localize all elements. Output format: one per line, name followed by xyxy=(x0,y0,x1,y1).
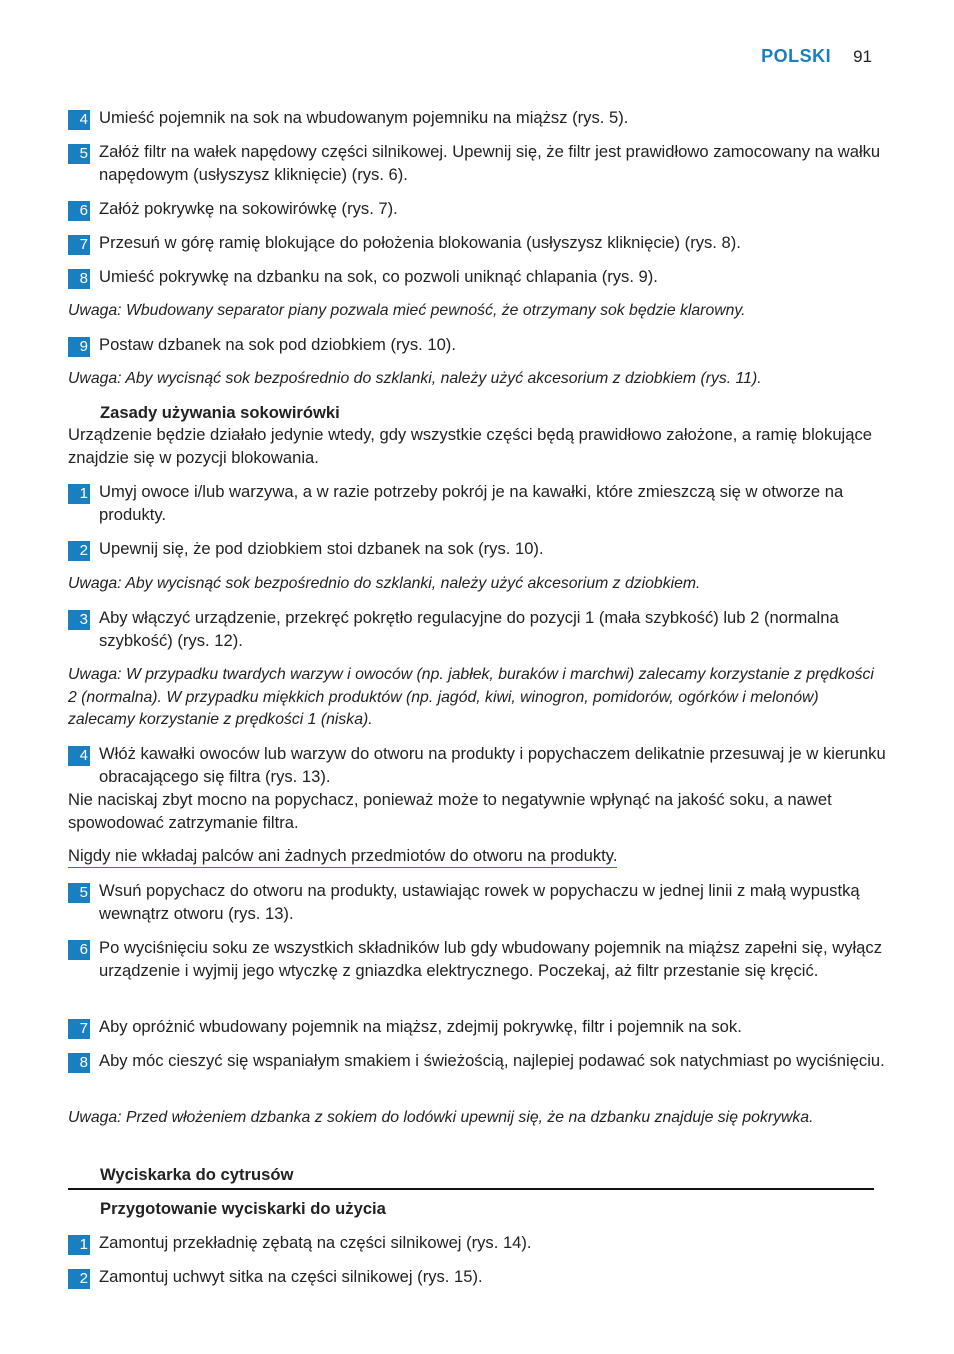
note-text: Uwaga: Przed włożeniem dzbanka z sokiem do lodówki upewnij się, że na dzbanku znajduje się pokrywka. xyxy=(68,1109,814,1126)
subsection-heading: Przygotowanie wyciskarki do użycia xyxy=(100,1199,386,1218)
step-number-badge: 3 xyxy=(68,610,90,630)
step-text: Umieść pojemnik na sok na wbudowanym pojemniku na miąższ (rys. 5). xyxy=(99,108,629,127)
step-item xyxy=(68,107,905,130)
step-item xyxy=(68,266,905,289)
step-item xyxy=(68,1050,905,1073)
step-text: Postaw dzbanek na sok pod dziobkiem (rys. 10). xyxy=(99,335,456,354)
step-text: Zamontuj przekładnię zębatą na części silnikowej (rys. 14). xyxy=(99,1233,532,1252)
section-intro: Urządzenie będzie działało jedynie wtedy, gdy wszystkie części będą prawidłowo założone, a ramię blokujące znajdzie się w pozycji blokowania. xyxy=(68,425,872,467)
step-item xyxy=(68,743,905,788)
warning-block xyxy=(68,845,874,867)
step-number-badge: 5 xyxy=(68,144,90,164)
page-number: 91 xyxy=(853,47,872,66)
step-item xyxy=(68,1266,905,1289)
step-number-badge: 4 xyxy=(68,110,90,130)
step-number-badge: 8 xyxy=(68,269,90,289)
section-heading: Zasady używania sokowirówki xyxy=(100,403,340,422)
step-text: Wsuń popychacz do otworu na produkty, ustawiając rowek w popychaczu w jednej linii z małą wypustką wewnątrz otworu (rys. 13). xyxy=(99,881,860,923)
note-text: Uwaga: Wbudowany separator piany pozwala mieć pewność, że otrzymany sok będzie klarowny. xyxy=(68,302,746,319)
step-number-badge: 5 xyxy=(68,883,90,903)
step-number-badge: 6 xyxy=(68,940,90,960)
section-heading: Wyciskarka do cytrusów xyxy=(100,1165,294,1184)
step-item xyxy=(68,481,905,526)
step-number-badge: 8 xyxy=(68,1053,90,1073)
step-item xyxy=(68,607,905,652)
step-text: Umieść pokrywkę na dzbanku na sok, co pozwoli uniknąć chlapania (rys. 9). xyxy=(99,267,658,286)
step-item xyxy=(68,334,905,357)
note-text: Uwaga: W przypadku twardych warzyw i owoców (np. jabłek, buraków i marchwi) zalecamy korzystanie z prędkości 2 (normalna). W przypadku miękkich produktów (np. jagód, kiwi, winogron, pomidorów, ogórków i melonów) zalecamy korzystanie z prędkości 1 (niska). xyxy=(68,666,874,728)
step-text: Załóż pokrywkę na sokowirówkę (rys. 7). xyxy=(99,199,398,218)
step-item xyxy=(68,141,905,186)
caution-text: Nie naciskaj zbyt mocno na popychacz, ponieważ może to negatywnie wpłynąć na jakość soku, a nawet spowodować zatrzymanie filtra. xyxy=(68,790,832,832)
step-number-badge: 1 xyxy=(68,1235,90,1255)
step-text: Aby móc cieszyć się wspaniałym smakiem i świeżością, najlepiej podawać sok natychmiast po wyciśnięciu. xyxy=(99,1051,885,1070)
step-item xyxy=(68,880,905,925)
step-item xyxy=(68,937,905,982)
step-number-badge: 2 xyxy=(68,541,90,561)
step-number-badge: 7 xyxy=(68,235,90,255)
step-number-badge: 2 xyxy=(68,1269,90,1289)
step-item xyxy=(68,1232,905,1255)
step-number-badge: 1 xyxy=(68,484,90,504)
language-label: POLSKI xyxy=(761,46,832,66)
section-divider xyxy=(68,1188,874,1190)
step-text: Załóż filtr na wałek napędowy części silnikowej. Upewnij się, że filtr jest prawidłowo zamocowany na wałku napędowym (usłyszysz kliknięcie) (rys. 6). xyxy=(99,142,881,184)
step-item xyxy=(68,232,905,255)
step-text: Aby włączyć urządzenie, przekręć pokrętło regulacyjne do pozycji 1 (mała szybkość) lub 2 (normalna szybkość) (rys. 12). xyxy=(99,608,839,650)
page-header xyxy=(761,46,872,67)
note-text: Uwaga: Aby wycisnąć sok bezpośrednio do szklanki, należy użyć akcesorium z dziobkiem (rys. 11). xyxy=(68,370,762,387)
note-text: Uwaga: Aby wycisnąć sok bezpośrednio do szklanki, należy użyć akcesorium z dziobkiem. xyxy=(68,575,701,592)
step-text: Aby opróżnić wbudowany pojemnik na miąższ, zdejmij pokrywkę, filtr i pojemnik na sok. xyxy=(99,1017,742,1036)
step-text: Umyj owoce i/lub warzywa, a w razie potrzeby pokrój je na kawałki, które zmieszczą się w otworze na produkty. xyxy=(99,482,844,524)
step-text: Przesuń w górę ramię blokujące do położenia blokowania (usłyszysz kliknięcie) (rys. 8). xyxy=(99,233,741,252)
warning-text: Nigdy nie wkładaj palców ani żadnych przedmiotów do otworu na produkty. xyxy=(68,846,617,868)
step-text: Upewnij się, że pod dziobkiem stoi dzbanek na sok (rys. 10). xyxy=(99,539,544,558)
step-number-badge: 7 xyxy=(68,1019,90,1039)
step-item xyxy=(68,198,905,221)
step-item xyxy=(68,1016,905,1039)
step-number-badge: 9 xyxy=(68,337,90,357)
step-item xyxy=(68,538,905,561)
step-number-badge: 6 xyxy=(68,201,90,221)
step-text: Zamontuj uchwyt sitka na części silnikowej (rys. 15). xyxy=(99,1267,483,1286)
step-text: Włóż kawałki owoców lub warzyw do otworu na produkty i popychaczem delikatnie przesuwaj je w kierunku obracającego się filtra (rys. 13). xyxy=(99,744,886,786)
step-number-badge: 4 xyxy=(68,746,90,766)
step-text: Po wyciśnięciu soku ze wszystkich składników lub gdy wbudowany pojemnik na miąższ zapełni się, wyłącz urządzenie i wyjmij jego wtyczkę z gniazdka elektrycznego. Poczekaj, aż filtr przestanie się kręcić. xyxy=(99,938,883,980)
